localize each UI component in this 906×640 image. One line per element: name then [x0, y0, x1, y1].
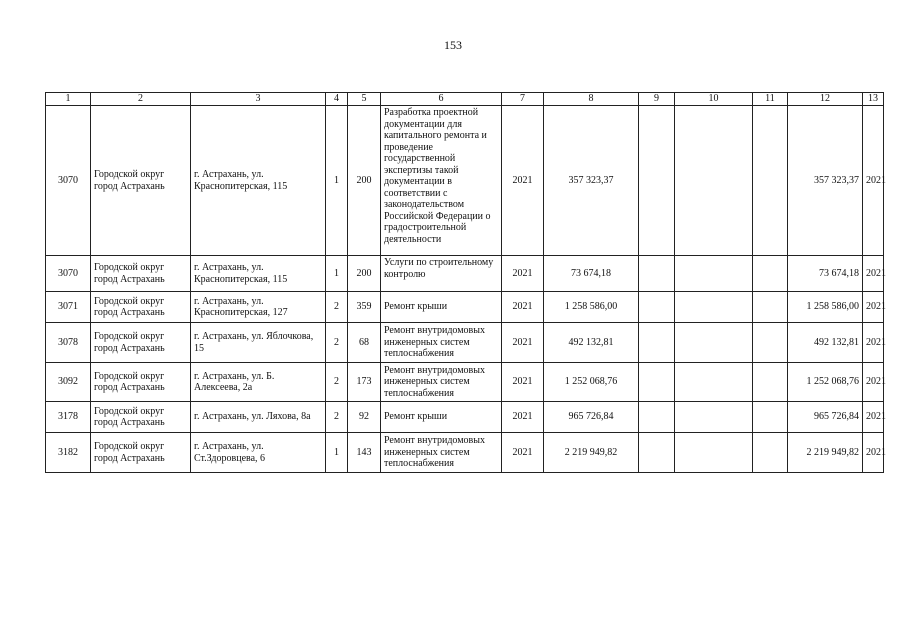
work-type: Ремонт крыши	[381, 402, 502, 433]
table-row	[46, 433, 884, 473]
address: г. Астрахань, ул. Яблочкова, 15	[191, 323, 326, 363]
address: г. Астрахань, ул. Б. Алексеева, 2а	[191, 363, 326, 402]
col-10-value	[675, 292, 753, 323]
address: г. Астрахань, ул. Краснопитерская, 115	[191, 106, 326, 256]
work-type: Разработка проектной документации для капитального ремонта и проведение государственной экспертизы такой документации в соответствии с законодательством Российской Федерации о градостроительной деятельности	[381, 106, 502, 256]
municipality: Городской округ город Астрахань	[91, 402, 191, 433]
col-11-value	[753, 256, 788, 292]
col-4-value: 1	[326, 256, 348, 292]
col-9-value	[639, 323, 675, 363]
table-row	[46, 106, 884, 256]
year: 2021	[502, 323, 544, 363]
column-number: 4	[326, 93, 348, 106]
municipality: Городской округ город Астрахань	[91, 256, 191, 292]
col-5-value: 200	[348, 256, 381, 292]
column-number: 13	[863, 93, 884, 106]
row-id: 3092	[46, 363, 91, 402]
work-type: Ремонт внутридомовых инженерных систем теплоснабжения	[381, 433, 502, 473]
column-number-row	[46, 93, 884, 106]
column-number: 1	[46, 93, 91, 106]
col-9-value	[639, 433, 675, 473]
year: 2021	[502, 363, 544, 402]
work-type: Ремонт внутридомовых инженерных систем теплоснабжения	[381, 323, 502, 363]
col-11-value	[753, 323, 788, 363]
completion-year: 2021	[863, 106, 884, 256]
total-amount: 1 258 586,00	[788, 292, 863, 323]
col-9-value	[639, 363, 675, 402]
total-amount: 965 726,84	[788, 402, 863, 433]
column-number: 6	[381, 93, 502, 106]
col-9-value	[639, 256, 675, 292]
col-10-value	[675, 402, 753, 433]
address: г. Астрахань, ул. Краснопитерская, 115	[191, 256, 326, 292]
municipality: Городской округ город Астрахань	[91, 323, 191, 363]
col-4-value: 2	[326, 323, 348, 363]
col-10-value	[675, 323, 753, 363]
table-row	[46, 363, 884, 402]
col-10-value	[675, 256, 753, 292]
row-id: 3070	[46, 256, 91, 292]
total-amount: 1 252 068,76	[788, 363, 863, 402]
col-5-value: 143	[348, 433, 381, 473]
col-5-value: 359	[348, 292, 381, 323]
col-5-value: 92	[348, 402, 381, 433]
col-4-value: 2	[326, 292, 348, 323]
column-number: 9	[639, 93, 675, 106]
total-amount: 357 323,37	[788, 106, 863, 256]
column-number: 10	[675, 93, 753, 106]
column-number: 11	[753, 93, 788, 106]
work-type: Ремонт внутридомовых инженерных систем теплоснабжения	[381, 363, 502, 402]
completion-year: 2021	[863, 402, 884, 433]
year: 2021	[502, 292, 544, 323]
row-id: 3070	[46, 106, 91, 256]
col-10-value	[675, 433, 753, 473]
total-amount: 492 132,81	[788, 323, 863, 363]
amount: 1 258 586,00	[544, 292, 639, 323]
repair-program-table	[45, 92, 884, 473]
municipality: Городской округ город Астрахань	[91, 433, 191, 473]
amount: 73 674,18	[544, 256, 639, 292]
col-5-value: 200	[348, 106, 381, 256]
work-type: Услуги по строительному контролю	[381, 256, 502, 292]
col-10-value	[675, 106, 753, 256]
year: 2021	[502, 106, 544, 256]
col-11-value	[753, 363, 788, 402]
year: 2021	[502, 256, 544, 292]
col-4-value: 1	[326, 433, 348, 473]
completion-year: 2021	[863, 256, 884, 292]
amount: 2 219 949,82	[544, 433, 639, 473]
completion-year: 2021	[863, 323, 884, 363]
total-amount: 2 219 949,82	[788, 433, 863, 473]
completion-year: 2021	[863, 433, 884, 473]
column-number: 3	[191, 93, 326, 106]
col-9-value	[639, 106, 675, 256]
column-number: 5	[348, 93, 381, 106]
work-type: Ремонт крыши	[381, 292, 502, 323]
amount: 357 323,37	[544, 106, 639, 256]
amount: 965 726,84	[544, 402, 639, 433]
col-11-value	[753, 433, 788, 473]
address: г. Астрахань, ул. Краснопитерская, 127	[191, 292, 326, 323]
page-number: 153	[444, 38, 462, 52]
year: 2021	[502, 433, 544, 473]
col-9-value	[639, 292, 675, 323]
column-number: 12	[788, 93, 863, 106]
column-number: 8	[544, 93, 639, 106]
col-5-value: 68	[348, 323, 381, 363]
total-amount: 73 674,18	[788, 256, 863, 292]
col-5-value: 173	[348, 363, 381, 402]
col-11-value	[753, 106, 788, 256]
row-id: 3178	[46, 402, 91, 433]
col-11-value	[753, 292, 788, 323]
row-id: 3078	[46, 323, 91, 363]
municipality: Городской округ город Астрахань	[91, 106, 191, 256]
col-4-value: 2	[326, 402, 348, 433]
col-10-value	[675, 363, 753, 402]
year: 2021	[502, 402, 544, 433]
col-4-value: 2	[326, 363, 348, 402]
municipality: Городской округ город Астрахань	[91, 363, 191, 402]
completion-year: 2021	[863, 363, 884, 402]
col-9-value	[639, 402, 675, 433]
column-number: 2	[91, 93, 191, 106]
table-row	[46, 323, 884, 363]
table-row	[46, 292, 884, 323]
table-row	[46, 402, 884, 433]
col-4-value: 1	[326, 106, 348, 256]
address: г. Астрахань, ул. Ст.Здоровцева, 6	[191, 433, 326, 473]
table-row	[46, 256, 884, 292]
amount: 1 252 068,76	[544, 363, 639, 402]
completion-year: 2021	[863, 292, 884, 323]
row-id: 3071	[46, 292, 91, 323]
municipality: Городской округ город Астрахань	[91, 292, 191, 323]
column-number: 7	[502, 93, 544, 106]
address: г. Астрахань, ул. Ляхова, 8а	[191, 402, 326, 433]
col-11-value	[753, 402, 788, 433]
amount: 492 132,81	[544, 323, 639, 363]
row-id: 3182	[46, 433, 91, 473]
